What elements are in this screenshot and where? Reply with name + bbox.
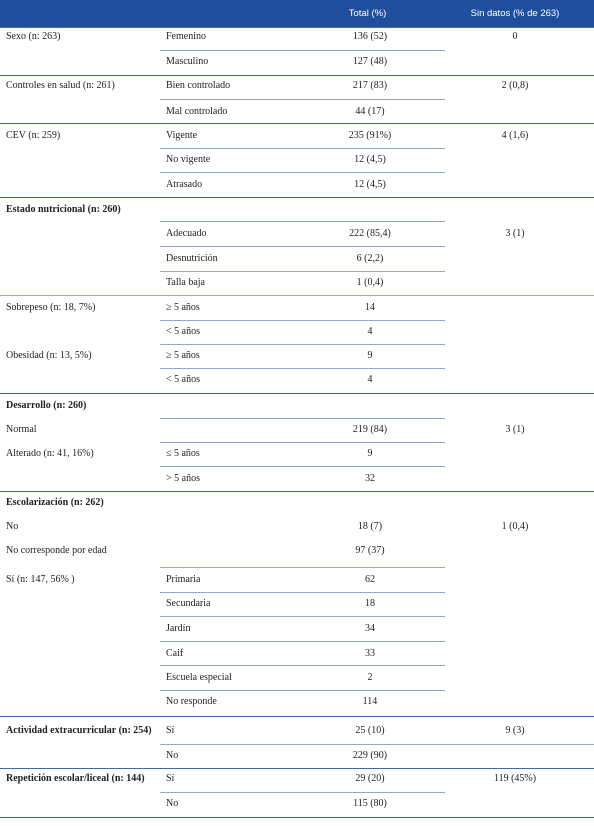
row-sublabel: Sí [166,725,175,736]
row-sin-datos: 119 (45%) [493,773,537,784]
table-rule [0,197,594,198]
table-rule [160,368,445,369]
table-rule [160,690,445,691]
row-label: Normal [6,424,37,435]
row-total: 18 (7) [357,521,383,532]
row-label: No [6,521,19,532]
table-rule [0,768,594,769]
row-sublabel: Caif [166,648,184,659]
table-rule [0,817,594,818]
row-sin-datos: 4 (1,6) [501,130,529,141]
table-rule [0,295,594,296]
row-total: 115 (80) [353,798,387,809]
row-sublabel: Masculino [166,56,209,67]
row-label: Sobrepeso (n: 18, 7%) [6,302,96,313]
row-sublabel: > 5 años [166,473,200,484]
row-sublabel: Atrasado [166,179,203,190]
table-rule [160,567,445,568]
row-total: 136 (52) [352,31,388,42]
row-sublabel: No [166,750,179,761]
row-total: 34 [365,623,375,634]
table-rule [160,99,445,100]
row-sublabel: Femenino [166,31,206,42]
row-sublabel: Vigente [166,130,198,141]
table-rule [160,744,594,745]
row-sin-datos: 2 (0,8) [501,80,529,91]
row-sublabel: Bien controlado [166,80,231,91]
row-total: 12 (4,5) [354,154,386,165]
row-total: 4 [367,374,373,385]
row-label: Desarrollo (n: 260) [6,400,87,411]
row-total: 9 [367,350,373,361]
row-label: Controles en salud (n: 261) [6,80,115,91]
table-rule [0,27,594,28]
table-rule [160,271,445,272]
row-label: Obesidad (n: 13, 5%) [6,350,92,361]
row-total: 2 [367,672,373,683]
row-sublabel: ≥ 5 años [166,302,200,313]
table-rule [160,616,445,617]
row-label: Sí (n: 147, 56% ) [6,574,75,585]
row-label: No corresponde por edad [6,545,107,556]
row-total: 44 (17) [355,106,385,117]
row-total: 9 [367,448,373,459]
table-rule [160,172,445,173]
row-sublabel: ≤ 5 años [166,448,200,459]
row-total: 127 (48) [352,56,388,67]
table-rule [160,418,445,419]
row-total: 219 (84) [352,424,388,435]
row-label: CEV (n: 259) [6,130,61,141]
table-rule [160,466,445,467]
row-sublabel: Desnutrición [166,253,218,264]
table-rule [160,50,445,51]
row-total: 29 (20) [355,773,385,784]
table-rule [0,75,594,76]
row-sublabel: Escuela especial [166,672,232,683]
row-total: 4 [367,326,373,337]
row-total: 1 (0,4) [356,277,384,288]
row-sublabel: Primaria [166,574,201,585]
row-total: 25 (10) [355,725,385,736]
row-sin-datos: 9 (3) [505,725,525,736]
row-sublabel: No [166,798,179,809]
table-rule [160,641,445,642]
table-rule [160,148,445,149]
row-label: Repetición escolar/liceal (n: 144) [6,773,145,784]
row-total: 32 [365,473,375,484]
row-sublabel: Sí [166,773,175,784]
row-sublabel: Jardín [166,623,191,634]
table-rule [160,221,445,222]
table-rule [0,716,594,717]
row-sublabel: Mal controlado [166,106,228,117]
table-rule [160,792,445,793]
row-sublabel: No vigente [166,154,211,165]
row-total: 235 (91%) [348,130,392,141]
row-total: 62 [365,574,375,585]
row-total: 6 (2,2) [356,253,384,264]
row-sublabel: Secundaria [166,598,211,609]
table-rule [160,320,445,321]
row-total: 12 (4,5) [354,179,386,190]
row-total: 97 (37) [355,545,385,556]
row-sin-datos: 0 [512,31,518,42]
row-sin-datos: 3 (1) [505,228,525,239]
table-rule [160,442,445,443]
table-rule [160,246,445,247]
row-label: Alterado (n: 41, 16%) [6,448,94,459]
row-label: Actividad extracurricular (n: 254) [6,725,152,736]
row-total: 33 [365,648,375,659]
header-total: Total (%) [348,8,387,19]
row-sin-datos: 3 (1) [505,424,525,435]
row-sublabel: Talla baja [166,277,205,288]
table-rule [0,123,594,124]
header-sin-datos: Sin datos (% de 263) [470,8,560,19]
row-total: 18 [365,598,375,609]
table-rule [160,344,445,345]
table-rule [0,393,594,394]
row-label: Escolarización (n: 262) [6,497,104,508]
row-sublabel: ≥ 5 años [166,350,200,361]
row-total: 114 [362,696,378,707]
row-total: 222 (85,4) [349,228,391,239]
row-sin-datos: 1 (0,4) [501,521,529,532]
row-sublabel: < 5 años [166,326,200,337]
row-sublabel: No responde [166,696,217,707]
table-rule [160,665,445,666]
table-rule [0,491,594,492]
row-total: 14 [365,302,375,313]
row-sublabel: Adecuado [166,228,207,239]
table-rule [160,592,445,593]
row-total: 217 (83) [352,80,388,91]
row-label: Sexo (n: 263) [6,31,61,42]
row-sublabel: < 5 años [166,374,200,385]
row-total: 229 (90) [352,750,388,761]
table-header [0,0,594,27]
row-label: Estado nutricional (n: 260) [6,204,121,215]
